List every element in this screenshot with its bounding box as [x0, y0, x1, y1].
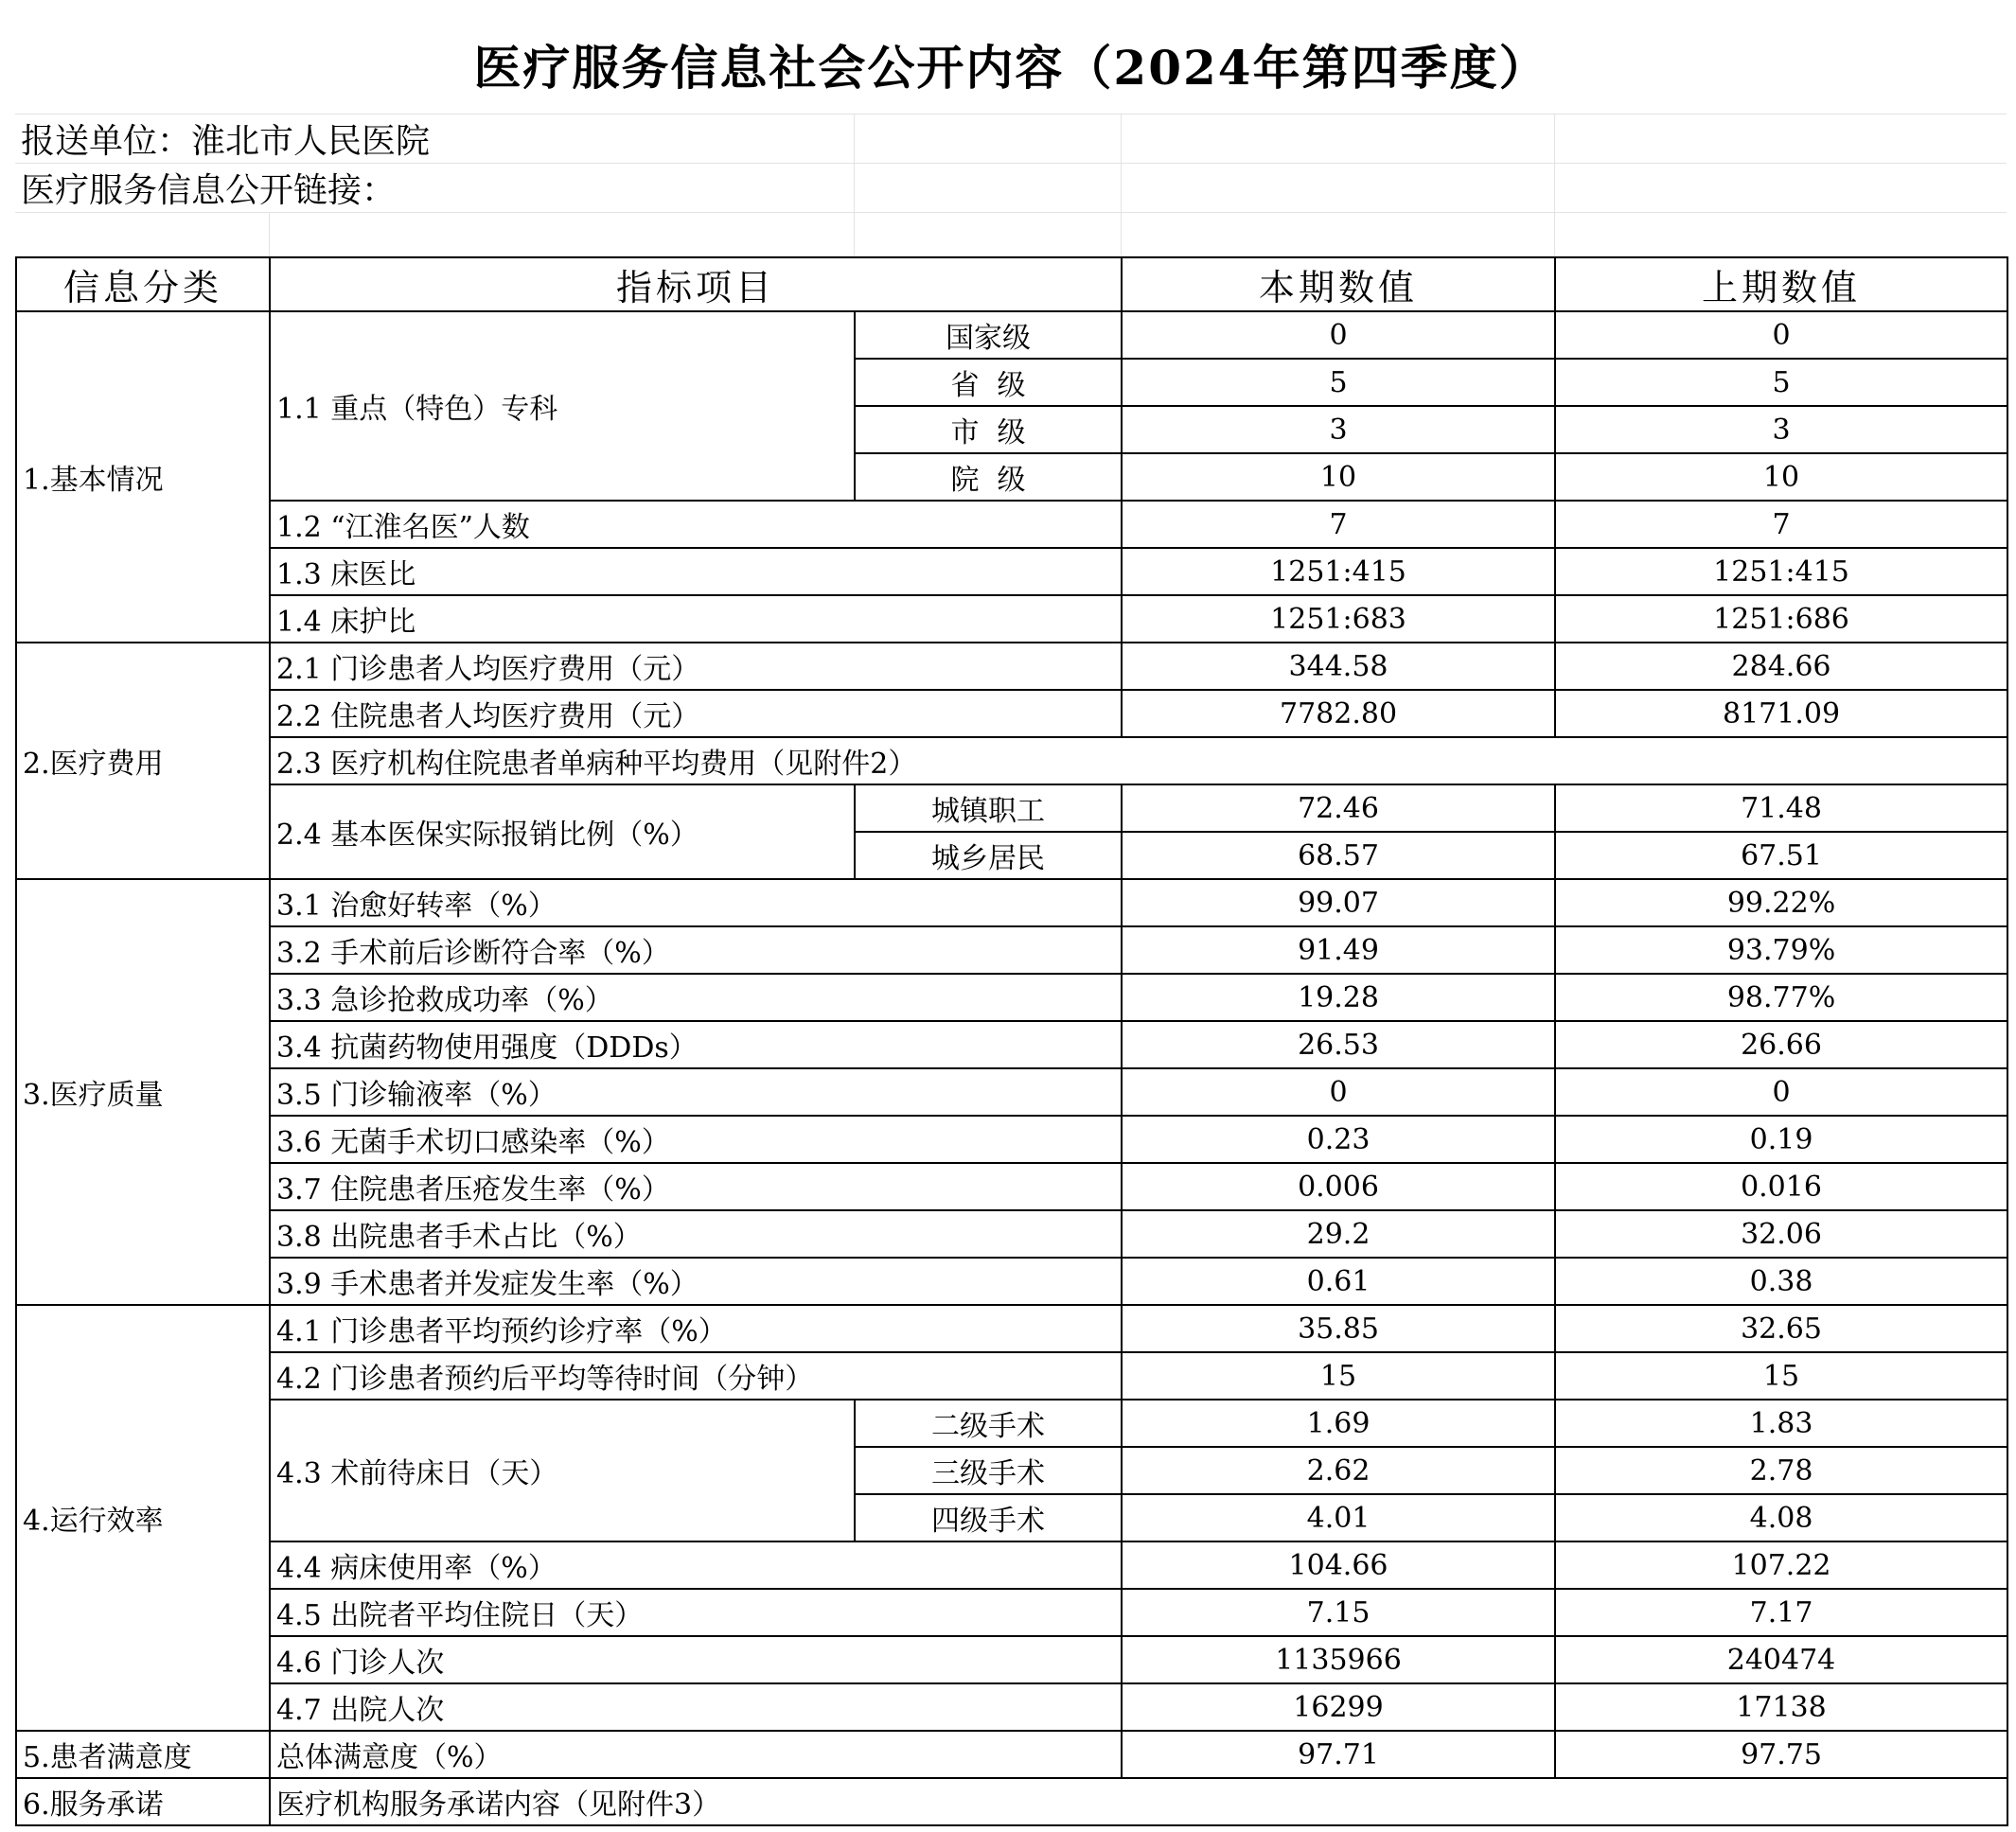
- indicator-label: 2.3 医疗机构住院患者单病种平均费用（见附件2）: [270, 737, 2007, 784]
- empty-cell: [854, 213, 1121, 256]
- current-value: 35.85: [1122, 1305, 1555, 1352]
- table-row: [16, 1068, 2007, 1116]
- table-row: [16, 926, 2007, 974]
- previous-value: 3: [1555, 406, 2007, 453]
- current-value: 4.01: [1122, 1494, 1555, 1541]
- table-row: [16, 311, 2007, 359]
- header-category: 信息分类: [16, 257, 270, 311]
- table-row: [16, 1778, 2007, 1825]
- table-row: [16, 501, 2007, 548]
- current-value: 26.53: [1122, 1021, 1555, 1068]
- sub-level: 城乡居民: [855, 832, 1122, 879]
- previous-value: 0.38: [1555, 1258, 2007, 1305]
- table-header-row: [16, 257, 2007, 311]
- indicator-label: 3.4 抗菌药物使用强度（DDDs）: [270, 1021, 1122, 1068]
- previous-value: 93.79%: [1555, 926, 2007, 974]
- previous-value: 32.06: [1555, 1210, 2007, 1258]
- current-value: 15: [1122, 1352, 1555, 1400]
- indicator-label: 4.1 门诊患者平均预约诊疗率（%）: [270, 1305, 1122, 1352]
- current-value: 0: [1122, 311, 1555, 359]
- empty-cell: [1554, 164, 2007, 213]
- previous-value: 17138: [1555, 1683, 2007, 1731]
- previous-value: 2.78: [1555, 1447, 2007, 1494]
- current-value: 72.46: [1122, 784, 1555, 832]
- current-value: 1.69: [1122, 1400, 1555, 1447]
- sub-level: 院 级: [855, 453, 1122, 501]
- sub-level: 国家级: [855, 311, 1122, 359]
- table-row: [16, 784, 2007, 832]
- previous-value: 0: [1555, 311, 2007, 359]
- current-value: 104.66: [1122, 1541, 1555, 1589]
- table-row: [16, 548, 2007, 595]
- indicator-label: 医疗机构服务承诺内容（见附件3）: [270, 1778, 2007, 1825]
- current-value: 7782.80: [1122, 690, 1555, 737]
- indicator-label: 3.5 门诊输液率（%）: [270, 1068, 1122, 1116]
- current-value: 3: [1122, 406, 1555, 453]
- indicator-label: 总体满意度（%）: [270, 1731, 1122, 1778]
- indicator-label: 4.5 出院者平均住院日（天）: [270, 1589, 1122, 1636]
- current-value: 0.61: [1122, 1258, 1555, 1305]
- indicator-label: 4.6 门诊人次: [270, 1636, 1122, 1683]
- indicator-label: 1.1 重点（特色）专科: [270, 311, 855, 501]
- table-row: [16, 1400, 2007, 1447]
- table-row: [16, 1163, 2007, 1210]
- table-row: [16, 1683, 2007, 1731]
- table-row: [16, 1021, 2007, 1068]
- previous-value: 284.66: [1555, 643, 2007, 690]
- header-indicator: 指标项目: [270, 257, 1122, 311]
- current-value: 99.07: [1122, 879, 1555, 926]
- current-value: 91.49: [1122, 926, 1555, 974]
- empty-cell: [1554, 213, 2007, 256]
- header-previous: 上期数值: [1555, 257, 2007, 311]
- indicator-label: 3.3 急诊抢救成功率（%）: [270, 974, 1122, 1021]
- current-value: 1251:415: [1122, 548, 1555, 595]
- empty-cell: [1121, 114, 1554, 164]
- empty-cell: [854, 114, 1121, 164]
- current-value: 2.62: [1122, 1447, 1555, 1494]
- indicator-label: 3.6 无菌手术切口感染率（%）: [270, 1116, 1122, 1163]
- report-header-table: [15, 15, 2007, 256]
- indicator-label: 2.4 基本医保实际报销比例（%）: [270, 784, 855, 879]
- indicator-label: 1.2 “江淮名医”人数: [270, 501, 1122, 548]
- indicator-table: [15, 256, 2008, 1826]
- header-current: 本期数值: [1122, 257, 1555, 311]
- report-sheet: [15, 15, 2007, 1826]
- current-value: 29.2: [1122, 1210, 1555, 1258]
- previous-value: 7.17: [1555, 1589, 2007, 1636]
- current-value: 0.006: [1122, 1163, 1555, 1210]
- current-value: 19.28: [1122, 974, 1555, 1021]
- previous-value: 67.51: [1555, 832, 2007, 879]
- indicator-label: 3.2 手术前后诊断符合率（%）: [270, 926, 1122, 974]
- previous-value: 26.66: [1555, 1021, 2007, 1068]
- previous-value: 10: [1555, 453, 2007, 501]
- indicator-label: 3.1 治愈好转率（%）: [270, 879, 1122, 926]
- previous-value: 240474: [1555, 1636, 2007, 1683]
- current-value: 5: [1122, 359, 1555, 406]
- indicator-label: 4.4 病床使用率（%）: [270, 1541, 1122, 1589]
- indicator-label: 1.4 床护比: [270, 595, 1122, 643]
- table-row: [16, 974, 2007, 1021]
- previous-value: 0.19: [1555, 1116, 2007, 1163]
- sub-level: 三级手术: [855, 1447, 1122, 1494]
- category-basic: 1.基本情况: [16, 311, 270, 643]
- previous-value: 32.65: [1555, 1305, 2007, 1352]
- table-row: [16, 1352, 2007, 1400]
- previous-value: 4.08: [1555, 1494, 2007, 1541]
- empty-cell: [1554, 114, 2007, 164]
- current-value: 7: [1122, 501, 1555, 548]
- current-value: 10: [1122, 453, 1555, 501]
- current-value: 0.23: [1122, 1116, 1555, 1163]
- table-row: [16, 1116, 2007, 1163]
- previous-value: 98.77%: [1555, 974, 2007, 1021]
- category-efficiency: 4.运行效率: [16, 1305, 270, 1731]
- indicator-label: 3.9 手术患者并发症发生率（%）: [270, 1258, 1122, 1305]
- table-row: [16, 1258, 2007, 1305]
- table-row: [16, 1731, 2007, 1778]
- category-commitment: 6.服务承诺: [16, 1778, 270, 1825]
- sub-level: 城镇职工: [855, 784, 1122, 832]
- previous-value: 0: [1555, 1068, 2007, 1116]
- previous-value: 1251:686: [1555, 595, 2007, 643]
- previous-value: 5: [1555, 359, 2007, 406]
- info-link: 医疗服务信息公开链接：: [15, 164, 854, 213]
- current-value: 68.57: [1122, 832, 1555, 879]
- table-row: [16, 643, 2007, 690]
- category-cost: 2.医疗费用: [16, 643, 270, 879]
- previous-value: 107.22: [1555, 1541, 2007, 1589]
- indicator-label: 2.2 住院患者人均医疗费用（元）: [270, 690, 1122, 737]
- previous-value: 8171.09: [1555, 690, 2007, 737]
- empty-cell: [269, 213, 854, 256]
- table-row: [16, 1305, 2007, 1352]
- table-row: [16, 1210, 2007, 1258]
- indicator-label: 4.7 出院人次: [270, 1683, 1122, 1731]
- previous-value: 0.016: [1555, 1163, 2007, 1210]
- table-row: [16, 879, 2007, 926]
- indicator-label: 3.8 出院患者手术占比（%）: [270, 1210, 1122, 1258]
- previous-value: 15: [1555, 1352, 2007, 1400]
- table-row: [16, 1589, 2007, 1636]
- previous-value: 1251:415: [1555, 548, 2007, 595]
- table-row: [16, 595, 2007, 643]
- category-quality: 3.医疗质量: [16, 879, 270, 1305]
- empty-cell: [1121, 213, 1554, 256]
- table-row: [16, 737, 2007, 784]
- empty-cell: [1121, 164, 1554, 213]
- category-satisfaction: 5.患者满意度: [16, 1731, 270, 1778]
- previous-value: 97.75: [1555, 1731, 2007, 1778]
- page-title: 医疗服务信息社会公开内容（2024年第四季度）: [15, 15, 2007, 114]
- current-value: 7.15: [1122, 1589, 1555, 1636]
- current-value: 16299: [1122, 1683, 1555, 1731]
- previous-value: 7: [1555, 501, 2007, 548]
- current-value: 1251:683: [1122, 595, 1555, 643]
- empty-cell: [854, 164, 1121, 213]
- indicator-label: 4.2 门诊患者预约后平均等待时间（分钟）: [270, 1352, 1122, 1400]
- table-row: [16, 1636, 2007, 1683]
- table-row: [16, 1541, 2007, 1589]
- empty-cell: [15, 213, 269, 256]
- reporting-unit: 报送单位：淮北市人民医院: [15, 114, 854, 164]
- sub-level: 四级手术: [855, 1494, 1122, 1541]
- sub-level: 市 级: [855, 406, 1122, 453]
- sub-level: 二级手术: [855, 1400, 1122, 1447]
- current-value: 1135966: [1122, 1636, 1555, 1683]
- indicator-label: 2.1 门诊患者人均医疗费用（元）: [270, 643, 1122, 690]
- indicator-label: 4.3 术前待床日（天）: [270, 1400, 855, 1541]
- previous-value: 1.83: [1555, 1400, 2007, 1447]
- current-value: 97.71: [1122, 1731, 1555, 1778]
- sub-level: 省 级: [855, 359, 1122, 406]
- current-value: 344.58: [1122, 643, 1555, 690]
- previous-value: 71.48: [1555, 784, 2007, 832]
- indicator-label: 1.3 床医比: [270, 548, 1122, 595]
- previous-value: 99.22%: [1555, 879, 2007, 926]
- table-row: [16, 690, 2007, 737]
- indicator-label: 3.7 住院患者压疮发生率（%）: [270, 1163, 1122, 1210]
- current-value: 0: [1122, 1068, 1555, 1116]
